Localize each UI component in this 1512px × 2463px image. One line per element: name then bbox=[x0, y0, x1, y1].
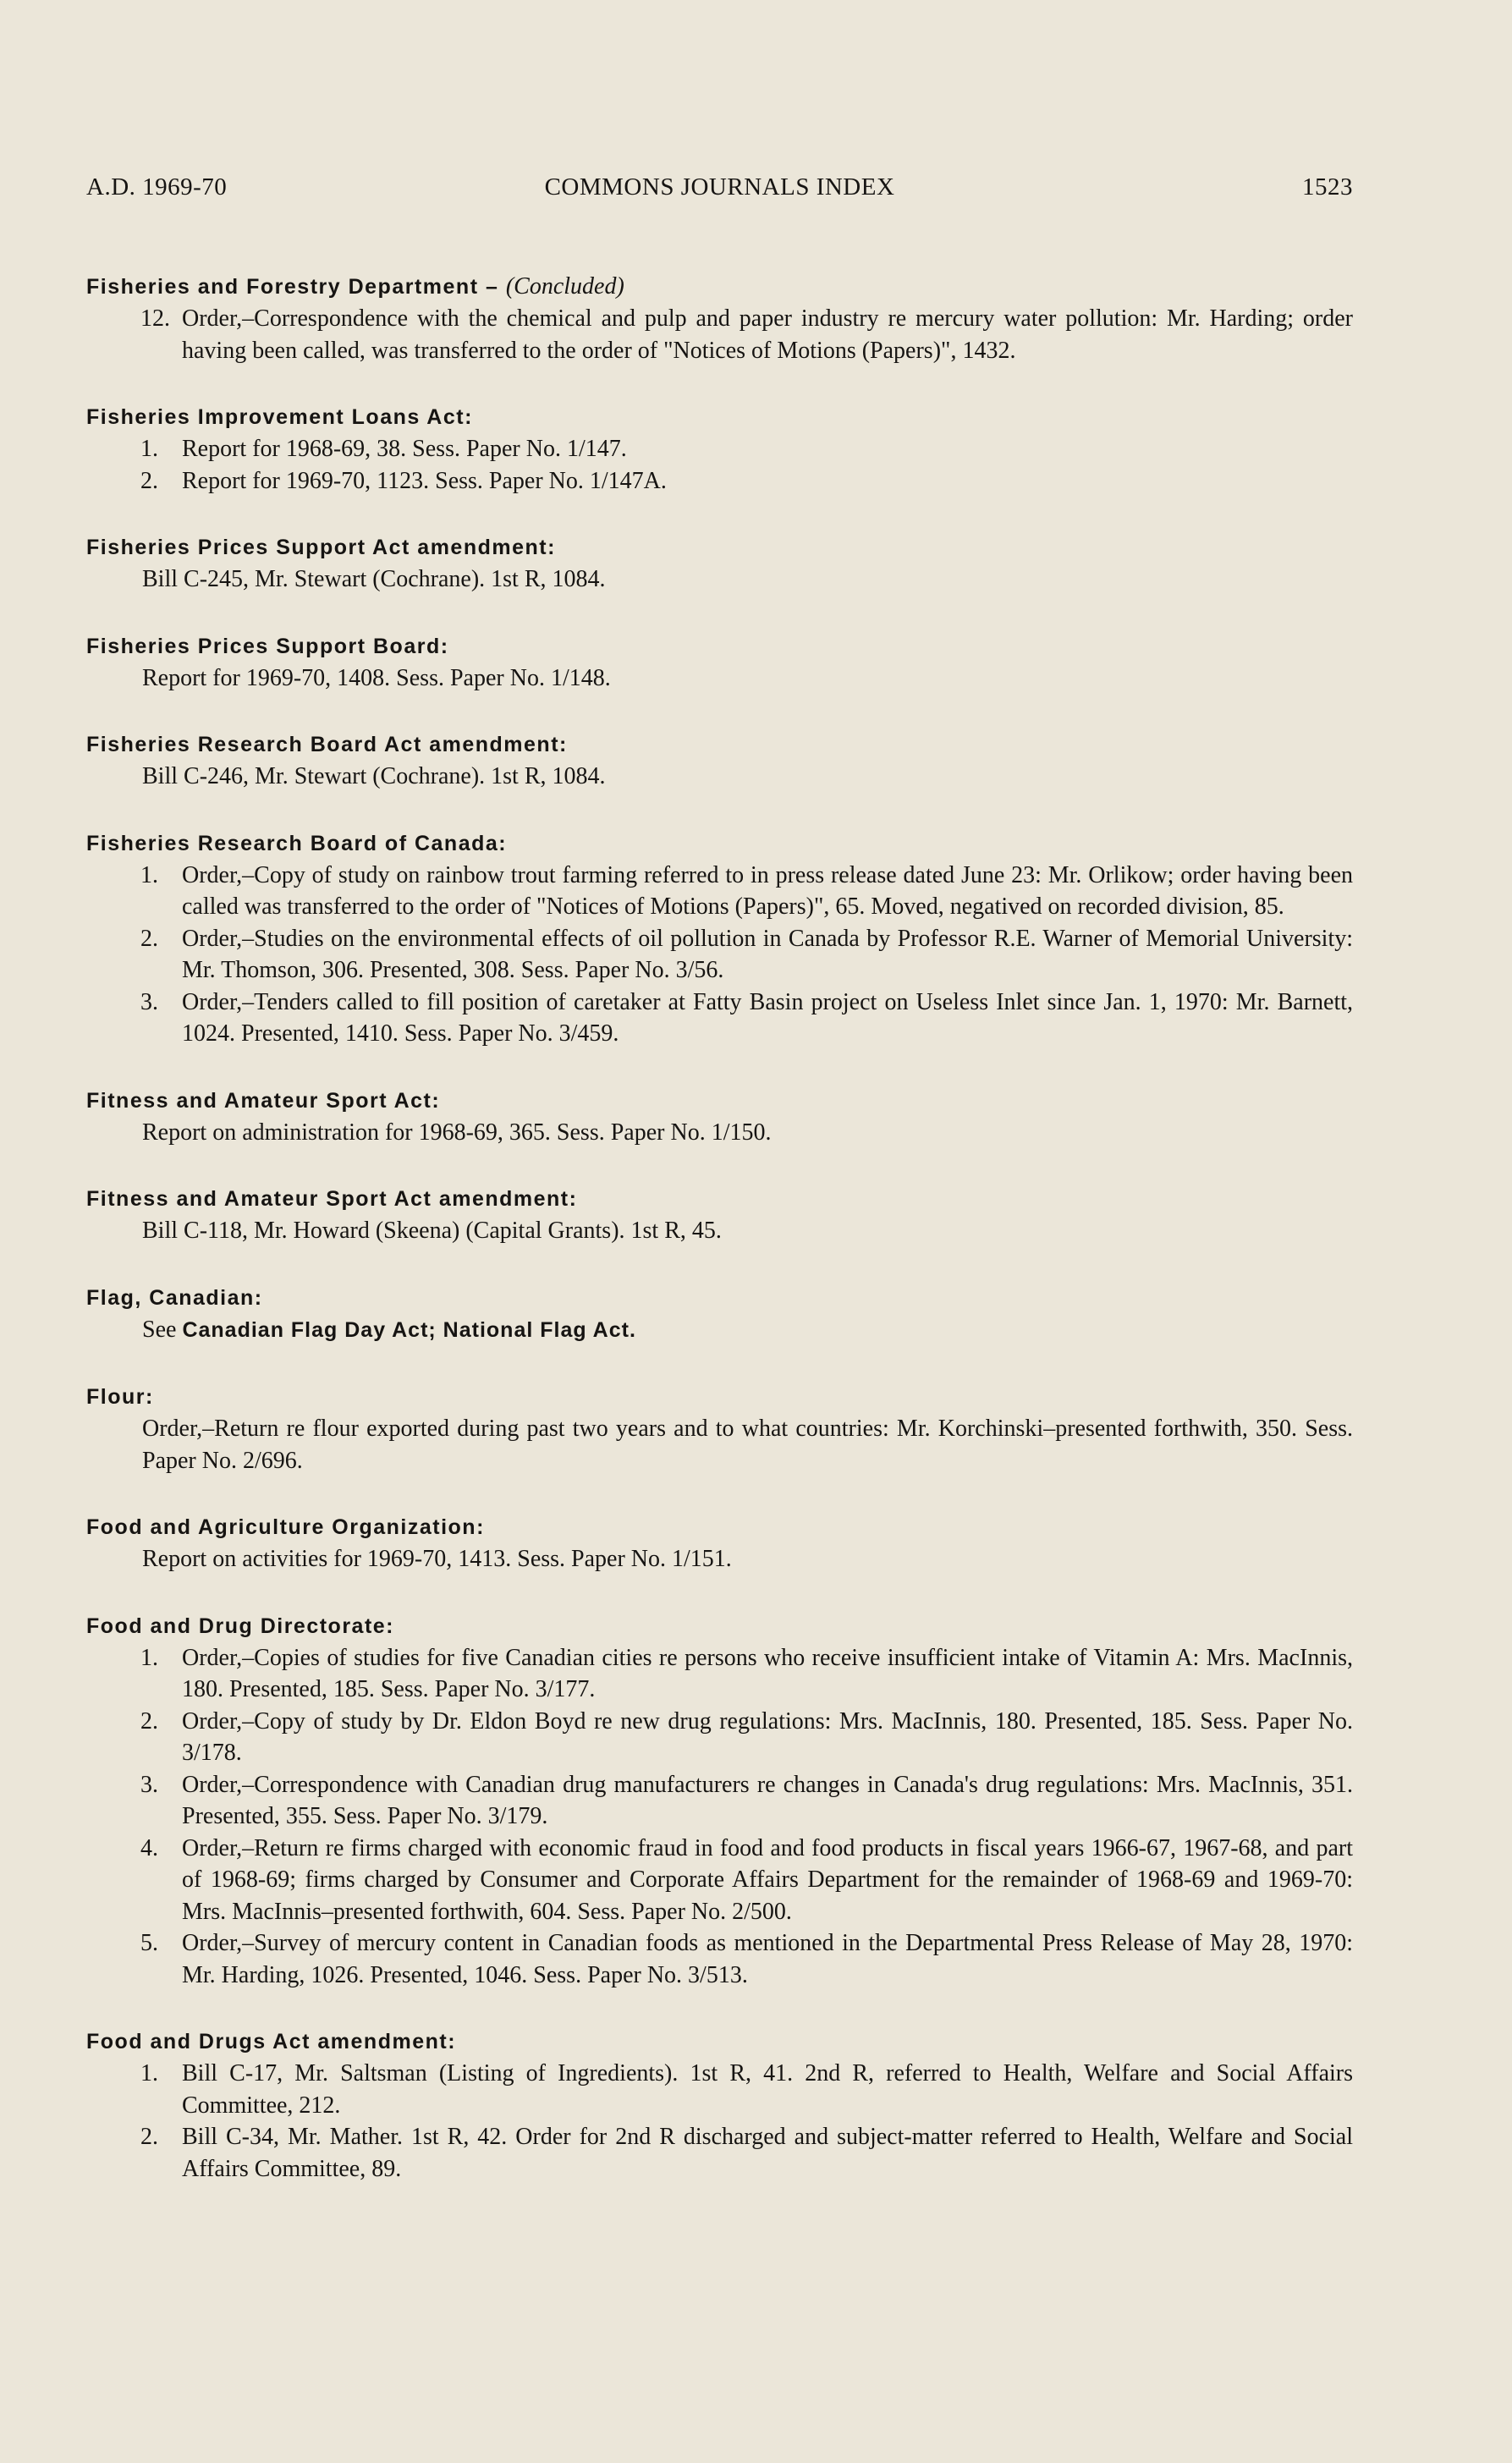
entry-text: Order,–Survey of mercury content in Canadian foods as mentioned in the Departmental Press Release of May 28, 1970: Mr. Harding, 1026. Presented, 1046. Sess. Paper No. 3/513. bbox=[182, 1930, 1353, 1988]
section-heading-text: Fisheries Research Board of Canada: bbox=[86, 831, 508, 855]
index-entry bbox=[86, 1117, 1353, 1149]
section-heading bbox=[86, 531, 1353, 564]
entry-number: 4. bbox=[140, 1834, 158, 1861]
index-entry bbox=[86, 1543, 1353, 1575]
index-section bbox=[86, 2026, 1353, 2185]
index-section bbox=[86, 630, 1353, 695]
index-entry bbox=[86, 761, 1353, 793]
see-reference-label: See bbox=[142, 1316, 177, 1343]
index-section bbox=[86, 1381, 1353, 1476]
index-entry bbox=[86, 923, 1353, 987]
index-entry bbox=[86, 987, 1353, 1050]
entry-number: 2. bbox=[140, 1707, 158, 1735]
entry-number: 12. bbox=[140, 305, 170, 332]
index-entry bbox=[86, 1833, 1353, 1928]
index-entry bbox=[86, 465, 1353, 498]
see-reference-target: Canadian Flag Day Act; National Flag Act. bbox=[182, 1317, 636, 1342]
section-heading-text: Food and Drugs Act amendment: bbox=[86, 2030, 457, 2053]
index-section bbox=[86, 531, 1353, 596]
entry-text: Order,–Studies on the environmental effects of oil pollution in Canada by Professor R.E. Warner of Memorial University: Mr. Thomson, 306. Presented, 308. Sess. Paper No. 3/56. bbox=[182, 925, 1353, 983]
entry-text: Report for 1969-70, 1123. Sess. Paper No. 1/147A. bbox=[182, 467, 667, 494]
entry-number: 1. bbox=[140, 2060, 158, 2086]
section-heading bbox=[86, 1381, 1353, 1413]
entry-text: Report on administration for 1968-69, 365. Sess. Paper No. 1/150. bbox=[142, 1119, 772, 1146]
index-entry bbox=[86, 1769, 1353, 1833]
section-heading bbox=[86, 1610, 1353, 1642]
entry-text: Order,–Correspondence with the chemical and pulp and paper industry re mercury water pollution: Mr. Harding; order having been called, was transferred to the order of "Notices of Motions (Papers)", 1432. bbox=[182, 305, 1353, 364]
index-section bbox=[86, 728, 1353, 793]
section-heading-text: Fisheries Research Board Act amendment: bbox=[86, 733, 568, 756]
index-section bbox=[86, 1511, 1353, 1575]
section-heading-text: Fisheries Prices Support Board: bbox=[86, 634, 449, 658]
entry-text: Order,–Copy of study by Dr. Eldon Boyd re new drug regulations: Mrs. MacInnis, 180. Presented, 185. Sess. Paper No. 3/178. bbox=[182, 1707, 1353, 1766]
entry-number: 5. bbox=[140, 1930, 158, 1956]
section-heading-suffix: (Concluded) bbox=[505, 273, 624, 300]
index-section bbox=[86, 1085, 1353, 1149]
index-entry bbox=[86, 1413, 1353, 1476]
entry-text: Order,–Copy of study on rainbow trout farming referred to in press release dated June 23: Mr. Orlikow; order having been called was transferred to the order of "Notices of Motions (Papers)", 65. Moved, negatived on recorded division, 85. bbox=[182, 861, 1353, 920]
entry-text: Bill C-17, Mr. Saltsman (Listing of Ingredients). 1st R, 41. 2nd R, referred to Health, Welfare and Social Affairs Committee, 212. bbox=[182, 2060, 1353, 2119]
entry-number: 3. bbox=[140, 1771, 158, 1798]
index-entry bbox=[86, 1706, 1353, 1769]
entry-text: Bill C-118, Mr. Howard (Skeena) (Capital Grants). 1st R, 45. bbox=[142, 1218, 722, 1244]
index-section bbox=[86, 401, 1353, 497]
section-heading-text: Flag, Canadian: bbox=[86, 1285, 263, 1310]
section-heading bbox=[86, 401, 1353, 433]
entry-number: 2. bbox=[140, 467, 158, 494]
index-section bbox=[86, 271, 1353, 366]
index-entry bbox=[86, 1314, 1353, 1347]
index-entry bbox=[86, 2058, 1353, 2121]
entry-text: Report on activities for 1969-70, 1413. Sess. Paper No. 1/151. bbox=[142, 1546, 732, 1572]
entry-number: 1. bbox=[140, 436, 158, 462]
index-entry bbox=[86, 433, 1353, 465]
index-entry bbox=[86, 860, 1353, 923]
header-page-number: 1523 bbox=[1302, 173, 1353, 201]
section-heading bbox=[86, 630, 1353, 662]
section-heading bbox=[86, 1183, 1353, 1215]
index-section bbox=[86, 827, 1353, 1050]
index-entry bbox=[86, 2121, 1353, 2185]
entry-text: Order,–Return re firms charged with economic fraud in food and food products in fiscal years 1966-67, 1967-68, and part of 1968-69; firms charged by Consumer and Corporate Affairs Department for the remainder of 1968-69 and 1969-70: Mrs. MacInnis–presented forthwith, 604. Sess. Paper No. 2/500. bbox=[182, 1834, 1353, 1925]
index-section bbox=[86, 1183, 1353, 1247]
entry-number: 2. bbox=[140, 925, 158, 952]
section-heading bbox=[86, 728, 1353, 761]
index-entry bbox=[86, 1927, 1353, 1991]
header-title: COMMONS JOURNALS INDEX bbox=[544, 173, 895, 201]
entry-text: Report for 1969-70, 1408. Sess. Paper No. 1/148. bbox=[142, 664, 611, 691]
index-entry bbox=[86, 303, 1353, 366]
entry-text: Order,–Tenders called to fill position of caretaker at Fatty Basin project on Useless Inlet since Jan. 1, 1970: Mr. Barnett, 1024. Presented, 1410. Sess. Paper No. 3/459. bbox=[182, 988, 1353, 1047]
section-heading bbox=[86, 2026, 1353, 2058]
entry-text: Bill C-246, Mr. Stewart (Cochrane). 1st R, 1084. bbox=[142, 763, 606, 789]
entry-number: 2. bbox=[140, 2124, 158, 2150]
entry-text: Bill C-34, Mr. Mather. 1st R, 42. Order for 2nd R discharged and subject-matter referred to Health, Welfare and Social Affairs Committee, 89. bbox=[182, 2124, 1353, 2182]
section-heading-text: Food and Agriculture Organization: bbox=[86, 1515, 485, 1539]
section-heading bbox=[86, 827, 1353, 860]
entry-number: 3. bbox=[140, 988, 158, 1015]
section-heading bbox=[86, 1282, 1353, 1314]
index-content bbox=[86, 271, 1353, 2219]
section-heading-text: Food and Drug Directorate: bbox=[86, 1614, 395, 1638]
entry-text: Order,–Correspondence with Canadian drug manufacturers re changes in Canada's drug regulations: Mrs. MacInnis, 351. Presented, 355. Sess. Paper No. 3/179. bbox=[182, 1771, 1353, 1829]
index-section bbox=[86, 1610, 1353, 1992]
header-year: A.D. 1969-70 bbox=[86, 173, 228, 201]
index-entry bbox=[86, 564, 1353, 596]
entry-number: 1. bbox=[140, 1644, 158, 1671]
entry-text: Report for 1968-69, 38. Sess. Paper No. 1/147. bbox=[182, 436, 627, 462]
section-heading-text: Fisheries Prices Support Act amendment: bbox=[86, 536, 556, 559]
entry-text: Order,–Return re flour exported during past two years and to what countries: Mr. Korchinski–presented forthwith, 350. Sess. Paper No. 2/696. bbox=[142, 1416, 1353, 1474]
section-heading-text: Fisheries and Forestry Department – bbox=[86, 275, 499, 299]
section-heading bbox=[86, 271, 1353, 303]
entry-number: 1. bbox=[140, 861, 158, 888]
index-section bbox=[86, 1282, 1353, 1347]
section-heading-text: Fitness and Amateur Sport Act: bbox=[86, 1088, 441, 1113]
section-heading-text: Fisheries Improvement Loans Act: bbox=[86, 405, 473, 429]
section-heading-text: Fitness and Amateur Sport Act amendment: bbox=[86, 1187, 578, 1211]
index-entry bbox=[86, 1215, 1353, 1247]
section-heading-text: Flour: bbox=[86, 1385, 154, 1409]
section-heading bbox=[86, 1511, 1353, 1543]
entry-text: Order,–Copies of studies for five Canadian cities re persons who receive insufficient intake of Vitamin A: Mrs. MacInnis, 180. Presented, 185. Sess. Paper No. 3/177. bbox=[182, 1644, 1353, 1702]
index-entry bbox=[86, 1642, 1353, 1706]
index-entry bbox=[86, 662, 1353, 695]
entry-text: Bill C-245, Mr. Stewart (Cochrane). 1st R, 1084. bbox=[142, 566, 606, 592]
section-heading bbox=[86, 1085, 1353, 1117]
